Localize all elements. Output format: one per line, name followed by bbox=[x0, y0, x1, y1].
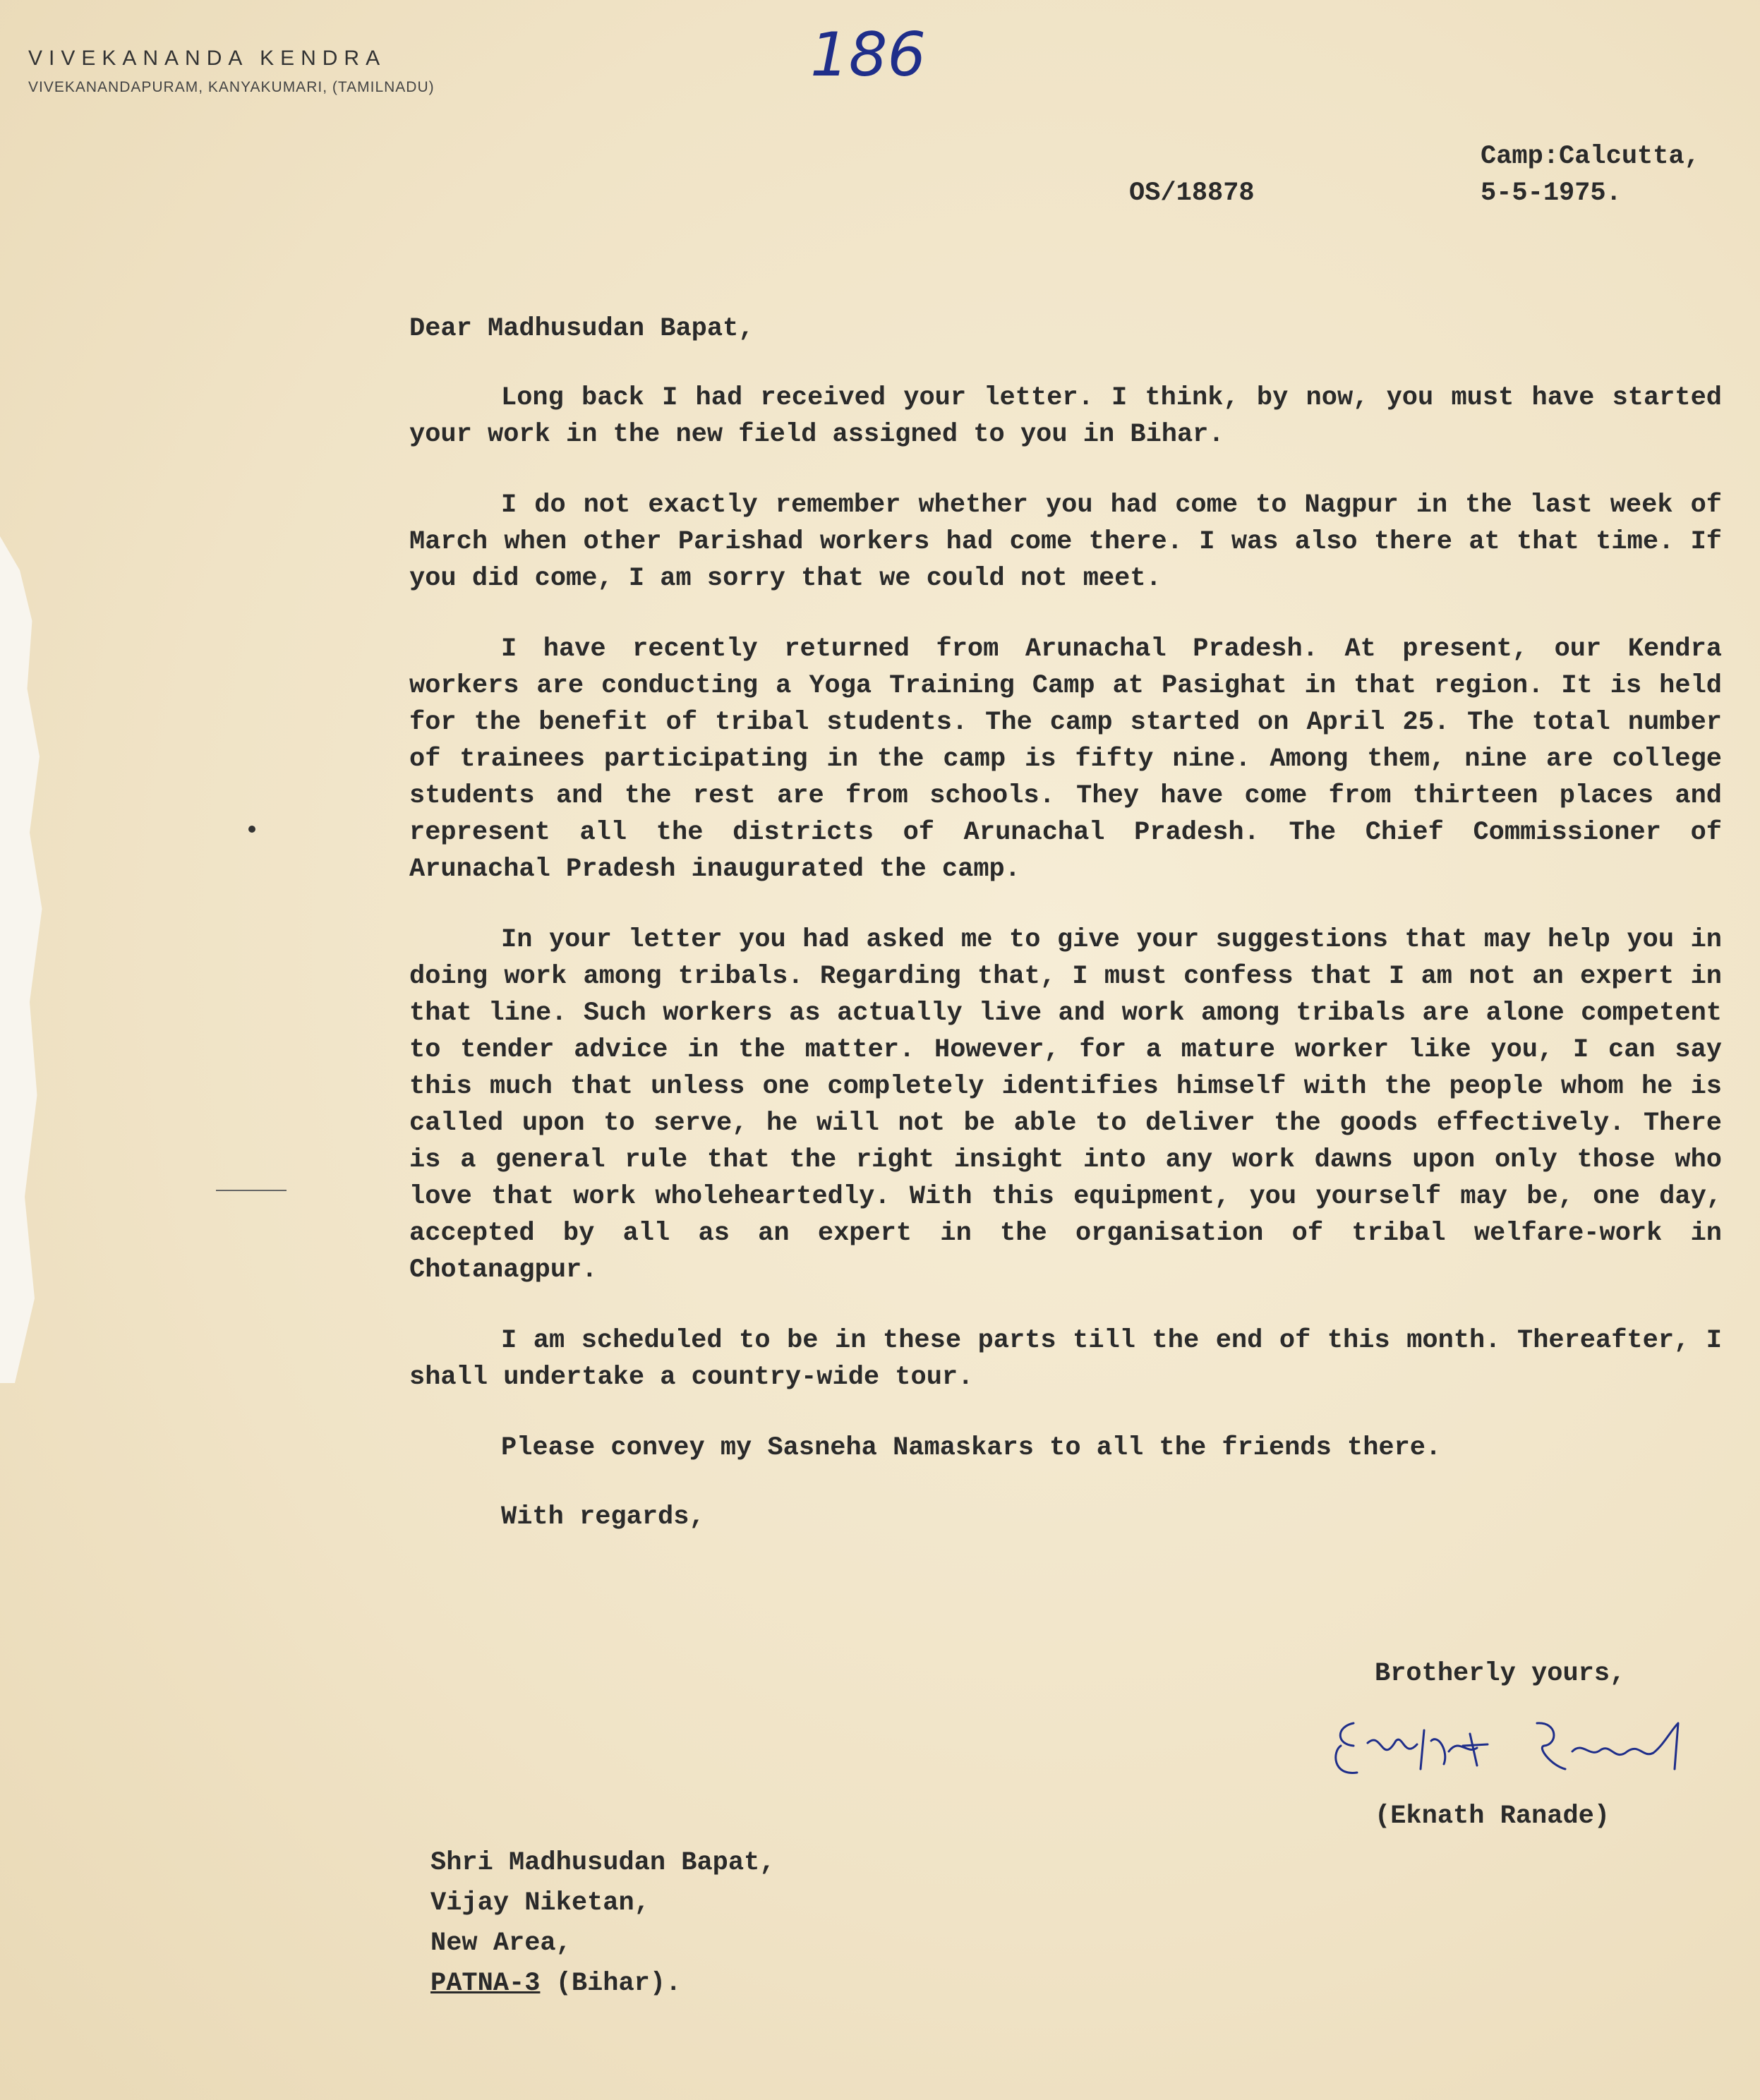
greeting-line: Please convey my Sasneha Namaskars to all the friends there. bbox=[501, 1433, 1442, 1463]
letterhead bbox=[28, 47, 435, 96]
recipient-address bbox=[430, 1843, 775, 2004]
recipient-city: PATNA-3 bbox=[430, 1969, 541, 1998]
regards-line: With regards, bbox=[501, 1502, 705, 1532]
recipient-line: New Area, bbox=[430, 1929, 572, 1958]
signature-image bbox=[1325, 1702, 1706, 1794]
paragraph: I have recently returned from Arunachal Pradesh. At present, our Kendra workers are conducting a Yoga Training Camp at Pasighat in that region. It is held for the benefit of tribal students. The camp started on April 25. The total number of trainees participating in the camp is fifty nine. Among them, nine are college students and the rest are from schools. They have come from thirteen places and represent all the districts of Arunachal Pradesh. The Chief Commissioner of Arunachal Pradesh inaugurated the camp. bbox=[409, 634, 1722, 884]
letterhead-address: VIVEKANANDAPURAM, KANYAKUMARI, (TAMILNADU) bbox=[28, 79, 435, 95]
margin-dot bbox=[248, 826, 255, 833]
paragraph: I am scheduled to be in these parts till the end of this month. Thereafter, I shall undertake a country-wide tour. bbox=[409, 1326, 1722, 1392]
handwritten-page-number: 186 bbox=[810, 20, 927, 90]
recipient-line: Vijay Niketan, bbox=[430, 1888, 650, 1918]
letter-body bbox=[409, 310, 1722, 1568]
date: 5-5-1975. bbox=[1481, 179, 1622, 208]
reference-number: OS/18878 bbox=[1129, 179, 1255, 208]
salutation: Dear Madhusudan Bapat, bbox=[409, 314, 754, 344]
letterhead-organization: VIVEKANANDA KENDRA bbox=[28, 47, 387, 70]
closing-line: Brotherly yours, bbox=[1375, 1659, 1626, 1689]
place-and-date bbox=[1481, 138, 1700, 212]
paragraph: Long back I had received your letter. I think, by now, you must have started your work in the new field assigned to you in Bihar. bbox=[409, 383, 1722, 449]
margin-line bbox=[216, 1190, 287, 1191]
recipient-line: Shri Madhusudan Bapat, bbox=[430, 1848, 776, 1878]
paragraph: I do not exactly remember whether you had come to Nagpur in the last week of March when other Parishad workers had come there. I was also there at that time. If you did come, I am sorry that we could not meet. bbox=[409, 490, 1722, 593]
recipient-state: (Bihar). bbox=[555, 1969, 682, 1998]
paragraph: In your letter you had asked me to give your suggestions that may help you in doing work among tribals. Regarding that, I must confess that I am not an expert in that line. Such workers as actually live and work among tribals are alone competent to tender advice in the matter. However, for a mature worker like you, I can say this much that unless one completely identifies himself with the people whom he is called upon to serve, he will not be able to deliver the goods effectively. There is a general rule that the right insight into any work dawns upon only those who love that work wholeheartedly. With this equipment, you yourself may be, one day, accepted by all as an expert in the organisation of tribal welfare-work in Chotanagpur. bbox=[409, 925, 1722, 1285]
handwritten-signature bbox=[1325, 1702, 1706, 1794]
place: Camp:Calcutta, bbox=[1481, 142, 1700, 171]
signatory-name: (Eknath Ranade) bbox=[1375, 1802, 1610, 1831]
recipient-city-line bbox=[430, 1964, 775, 2004]
